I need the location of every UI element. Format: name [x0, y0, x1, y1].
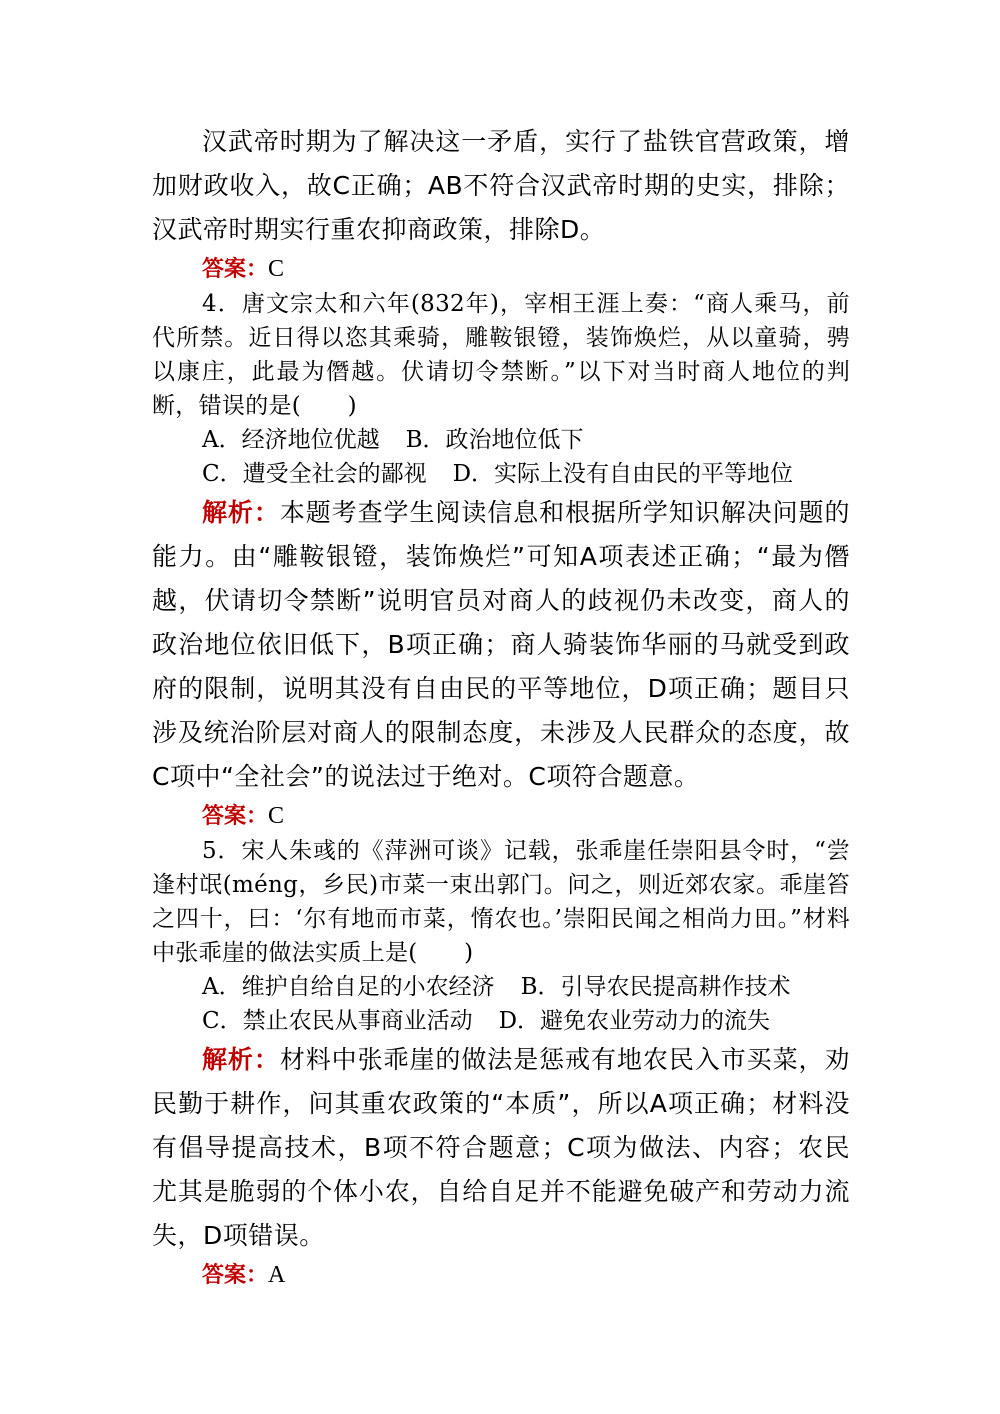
q3-explanation-text: 汉武帝时期为了解决这一矛盾，实行了盐铁官营政策，增加财政收入，故C正确；AB不符合汉武帝时期的史实，排除；汉武帝时期实行重农抑商政策，排除D。	[152, 127, 850, 244]
q5-option-a: A．维护自给自足的小农经济	[202, 974, 495, 1000]
q4-explanation-text: 本题考查学生阅读信息和根据所学知识解决问题的能力。由“雕鞍银镫，装饰焕烂”可知A项表述正确；“最为僭越，伏请切令禁断”说明官员对商人的歧视仍未改变，商人的政治地位依旧低下，B项正确；商人骑装饰华丽的马就受到政府的限制，说明其没有自由民的平等地位，D项正确；题目只涉及统治阶层对商人的限制态度，未涉及人民群众的态度，故C项中“全社会”的说法过于绝对。C项符合题意。	[152, 498, 850, 791]
q4-answer	[152, 799, 850, 834]
q5-option-b: B．引导农民提高耕作技术	[520, 974, 791, 1000]
q5-explanation-text: 材料中张乖崖的做法是惩戒有地农民入市买菜，劝民勤于耕作，问其重农政策的“本质”，所以A项正确；材料没有倡导提高技术，B项不符合题意；C项为做法、内容；农民尤其是脆弱的个体小农，自给自足并不能避免破产和劳动力流失，D项错误。	[152, 1045, 850, 1250]
q4-explanation-label: 解析：	[202, 498, 280, 527]
q5-options-row-2	[152, 1004, 850, 1038]
q4-option-a: A．经济地位优越	[202, 427, 380, 453]
q3-answer-value: C	[268, 256, 285, 282]
q3-explanation	[152, 120, 850, 252]
q5-explanation-label: 解析：	[202, 1045, 280, 1074]
q4-stem: 4．唐文宗太和六年(832年)，宰相王涯上奏：“商人乘马，前代所禁。近日得以恣其乘骑，雕鞍银镫，装饰焕烂，从以童骑，骋以康庄，此最为僭越。伏请切令禁断。”以下对当时商人地位的判断，错误的是( )	[152, 291, 850, 419]
q5-explanation	[152, 1038, 850, 1258]
q4-options-row-1	[152, 423, 850, 457]
q5-option-c: C．禁止农民从事商业活动	[202, 1008, 473, 1034]
q5-stem: 5．宋人朱彧的《萍洲可谈》记载，张乖崖任崇阳县令时，“尝逢村氓(méng，乡民)市菜一束出郭门。问之，则近郊农家。乖崖笞之四十，曰：‘尔有地而市菜，惰农也。’崇阳民闻之相尚力田。”材料中张乖崖的做法实质上是( )	[152, 838, 850, 966]
q4-options-row-2	[152, 457, 850, 491]
q4-option-b: B．政治地位低下	[405, 427, 584, 453]
q5-answer	[152, 1258, 850, 1293]
q4-explanation	[152, 491, 850, 799]
q3-answer	[152, 252, 850, 287]
q5-answer-value: A	[268, 1262, 286, 1288]
q4-answer-label: 答案：	[202, 804, 269, 829]
q4-answer-value: C	[268, 803, 285, 829]
q3-answer-label: 答案：	[202, 257, 269, 282]
q4-option-c: C．遭受全社会的鄙视	[202, 461, 427, 487]
q4-option-d: D．实际上没有自由民的平等地位	[452, 461, 794, 487]
q5-option-d: D．避免农业劳动力的流失	[498, 1008, 771, 1034]
q5-answer-label: 答案：	[202, 1263, 269, 1288]
q5-options-row-1	[152, 970, 850, 1004]
